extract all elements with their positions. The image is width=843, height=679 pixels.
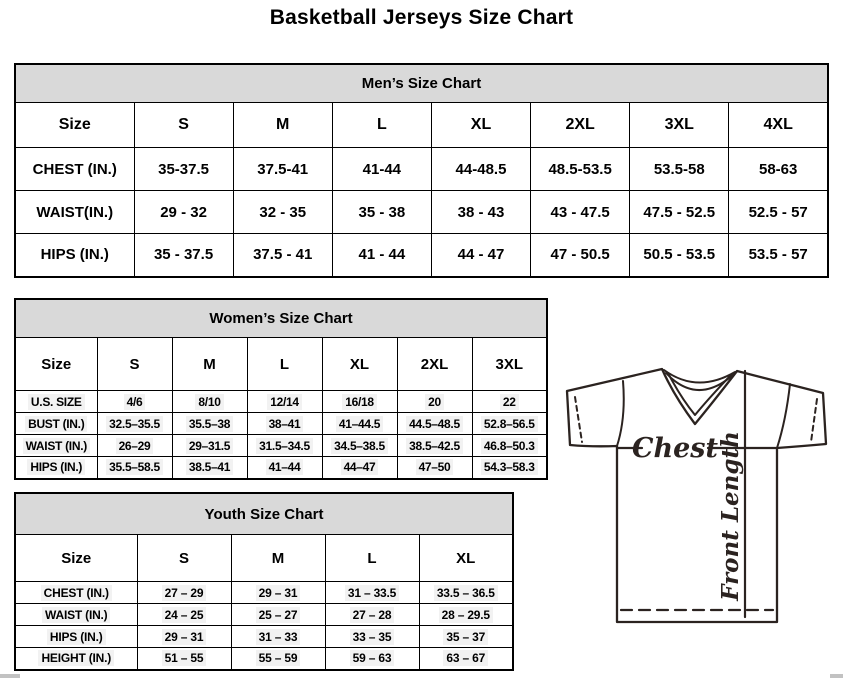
size-value: 24 – 25	[162, 607, 207, 623]
size-cell	[419, 582, 513, 604]
row-label	[15, 626, 137, 648]
womens-col-m: M	[172, 338, 247, 391]
size-value: 35.5–58.5	[106, 459, 163, 475]
row-label	[15, 604, 137, 626]
row-label: WAIST(IN.)	[15, 191, 134, 234]
mens-col-m: M	[233, 103, 332, 148]
mens-col-2xl: 2XL	[531, 103, 630, 148]
row-label-text: WAIST (IN.)	[42, 607, 110, 623]
size-value: 35 – 37	[443, 629, 488, 645]
row-label-text: U.S. SIZE	[28, 394, 85, 410]
size-value: 32.5–35.5	[106, 416, 163, 432]
size-cell	[97, 391, 172, 413]
size-value: 20	[425, 394, 444, 410]
size-value: 51 – 55	[162, 650, 207, 666]
size-cell: 53.5-58	[630, 148, 729, 191]
size-cell	[247, 391, 322, 413]
size-cell	[322, 457, 397, 479]
jersey-right-cuff-dashed-line	[811, 399, 817, 442]
size-cell	[97, 435, 172, 457]
size-cell: 50.5 - 53.5	[630, 234, 729, 277]
mens-col-xl: XL	[431, 103, 530, 148]
row-label-text: HEIGHT (IN.)	[38, 650, 114, 666]
womens-col-l: L	[247, 338, 322, 391]
size-cell	[472, 457, 547, 479]
size-cell: 43 - 47.5	[531, 191, 630, 234]
youth-col-l: L	[325, 535, 419, 582]
size-cell: 37.5-41	[233, 148, 332, 191]
table-row	[15, 604, 513, 626]
size-value: 29–31.5	[186, 438, 233, 454]
size-cell	[322, 413, 397, 435]
size-value: 38–41	[266, 416, 304, 432]
size-value: 59 – 63	[350, 650, 395, 666]
table-row	[15, 191, 828, 234]
front-length-label: Front Length	[717, 431, 744, 601]
size-value: 47–50	[416, 459, 454, 475]
size-cell: 58-63	[729, 148, 828, 191]
size-cell	[325, 582, 419, 604]
row-label	[15, 413, 97, 435]
mens-size-table	[14, 63, 829, 278]
size-cell: 47.5 - 52.5	[630, 191, 729, 234]
size-cell	[231, 582, 325, 604]
womens-col-size: Size	[15, 338, 97, 391]
size-value: 27 – 28	[350, 607, 395, 623]
womens-col-s: S	[97, 338, 172, 391]
size-value: 25 – 27	[256, 607, 301, 623]
horizontal-scrollbar-fragment-left[interactable]	[0, 674, 20, 678]
mens-col-4xl: 4XL	[729, 103, 828, 148]
size-value: 63 – 67	[443, 650, 488, 666]
size-cell: 38 - 43	[431, 191, 530, 234]
size-cell: 35 - 37.5	[134, 234, 233, 277]
size-cell: 29 - 32	[134, 191, 233, 234]
jersey-measurement-diagram	[556, 356, 843, 643]
mens-col-size: Size	[15, 103, 134, 148]
size-value: 33.5 – 36.5	[434, 585, 498, 601]
size-cell	[397, 391, 472, 413]
womens-section-header-row	[15, 299, 547, 338]
youth-col-xl: XL	[419, 535, 513, 582]
size-value: 55 – 59	[256, 650, 301, 666]
size-cell	[419, 626, 513, 648]
row-label-text: HIPS (IN.)	[27, 459, 85, 475]
size-cell	[419, 604, 513, 626]
chest-label: Chest	[632, 433, 718, 464]
size-cell	[247, 435, 322, 457]
size-value: 38.5–41	[186, 459, 233, 475]
row-label	[15, 391, 97, 413]
size-value: 41–44.5	[336, 416, 383, 432]
youth-section-title: Youth Size Chart	[15, 493, 513, 535]
size-cell: 44 - 47	[431, 234, 530, 277]
size-cell	[137, 604, 231, 626]
size-cell	[247, 457, 322, 479]
size-cell: 32 - 35	[233, 191, 332, 234]
size-value: 44.5–48.5	[406, 416, 463, 432]
size-cell: 44-48.5	[431, 148, 530, 191]
table-row	[15, 435, 547, 457]
mens-col-3xl: 3XL	[630, 103, 729, 148]
row-label: HIPS (IN.)	[15, 234, 134, 277]
size-cell	[472, 391, 547, 413]
row-label-text: CHEST (IN.)	[41, 585, 112, 601]
youth-col-size: Size	[15, 535, 137, 582]
size-cell	[137, 626, 231, 648]
womens-column-header-row	[15, 338, 547, 391]
page-title: Basketball Jerseys Size Chart	[269, 6, 574, 29]
table-row	[15, 391, 547, 413]
row-label-text: WAIST (IN.)	[23, 438, 90, 454]
size-value: 29 – 31	[162, 629, 207, 645]
mens-col-l: L	[332, 103, 431, 148]
size-cell	[325, 648, 419, 670]
jersey-left-sleeve-seam	[617, 381, 624, 446]
size-value: 52.8–56.5	[481, 416, 538, 432]
size-value: 22	[500, 394, 519, 410]
row-label	[15, 457, 97, 479]
mens-section-header-row	[15, 64, 828, 103]
size-cell	[231, 604, 325, 626]
row-label-text: HIPS (IN.)	[47, 629, 106, 645]
size-cell	[397, 435, 472, 457]
row-label: CHEST (IN.)	[15, 148, 134, 191]
size-cell	[172, 457, 247, 479]
jersey-right-sleeve-seam	[777, 384, 790, 448]
row-label	[15, 582, 137, 604]
size-value: 28 – 29.5	[439, 607, 493, 623]
size-value: 41–44	[266, 459, 304, 475]
size-cell: 53.5 - 57	[729, 234, 828, 277]
womens-col-2xl: 2XL	[397, 338, 472, 391]
mens-column-header-row	[15, 103, 828, 148]
size-value: 12/14	[267, 394, 302, 410]
size-value: 31 – 33	[256, 629, 301, 645]
jersey-left-cuff-dashed-line	[575, 397, 582, 442]
size-cell	[97, 457, 172, 479]
size-cell	[472, 413, 547, 435]
size-cell	[472, 435, 547, 457]
table-row	[15, 582, 513, 604]
size-cell	[247, 413, 322, 435]
size-value: 44–47	[341, 459, 379, 475]
youth-section-header-row	[15, 493, 513, 535]
size-value: 4/6	[124, 394, 146, 410]
size-cell	[325, 626, 419, 648]
row-label	[15, 435, 97, 457]
jersey-diagram-svg	[556, 356, 843, 643]
size-cell	[172, 413, 247, 435]
row-label	[15, 648, 137, 670]
size-cell: 41 - 44	[332, 234, 431, 277]
size-cell	[397, 413, 472, 435]
size-cell	[172, 435, 247, 457]
size-value: 33 – 35	[350, 629, 395, 645]
size-cell	[137, 582, 231, 604]
size-value: 29 – 31	[256, 585, 301, 601]
size-value: 54.3–58.3	[481, 459, 538, 475]
size-cell	[97, 413, 172, 435]
size-value: 31 – 33.5	[345, 585, 399, 601]
size-cell	[172, 391, 247, 413]
mens-col-s: S	[134, 103, 233, 148]
size-cell: 47 - 50.5	[531, 234, 630, 277]
size-cell	[419, 648, 513, 670]
size-value: 31.5–34.5	[256, 438, 313, 454]
youth-column-header-row	[15, 535, 513, 582]
size-cell	[325, 604, 419, 626]
size-value: 46.8–50.3	[481, 438, 538, 454]
size-value: 26–29	[116, 438, 154, 454]
size-cell	[231, 648, 325, 670]
size-cell	[322, 391, 397, 413]
size-value: 38.5–42.5	[406, 438, 463, 454]
size-cell	[231, 626, 325, 648]
size-value: 34.5–38.5	[331, 438, 388, 454]
horizontal-scrollbar-fragment-right[interactable]	[830, 674, 843, 678]
table-row	[15, 457, 547, 479]
size-value: 27 – 29	[162, 585, 207, 601]
size-value: 35.5–38	[186, 416, 233, 432]
womens-size-table	[14, 298, 548, 480]
size-cell: 35-37.5	[134, 148, 233, 191]
size-cell	[322, 435, 397, 457]
size-value: 16/18	[342, 394, 377, 410]
youth-col-m: M	[231, 535, 325, 582]
womens-col-3xl: 3XL	[472, 338, 547, 391]
youth-col-s: S	[137, 535, 231, 582]
table-row	[15, 148, 828, 191]
womens-col-xl: XL	[322, 338, 397, 391]
table-row	[15, 413, 547, 435]
size-cell: 37.5 - 41	[233, 234, 332, 277]
size-cell: 35 - 38	[332, 191, 431, 234]
size-cell: 41-44	[332, 148, 431, 191]
size-cell: 48.5-53.5	[531, 148, 630, 191]
size-cell	[137, 648, 231, 670]
youth-size-table	[14, 492, 514, 671]
table-row	[15, 648, 513, 670]
size-cell: 52.5 - 57	[729, 191, 828, 234]
row-label-text: BUST (IN.)	[25, 416, 87, 432]
table-row	[15, 234, 828, 277]
size-cell	[397, 457, 472, 479]
mens-section-title: Men’s Size Chart	[15, 64, 828, 103]
table-row	[15, 626, 513, 648]
size-value: 8/10	[195, 394, 223, 410]
womens-section-title: Women’s Size Chart	[15, 299, 547, 338]
